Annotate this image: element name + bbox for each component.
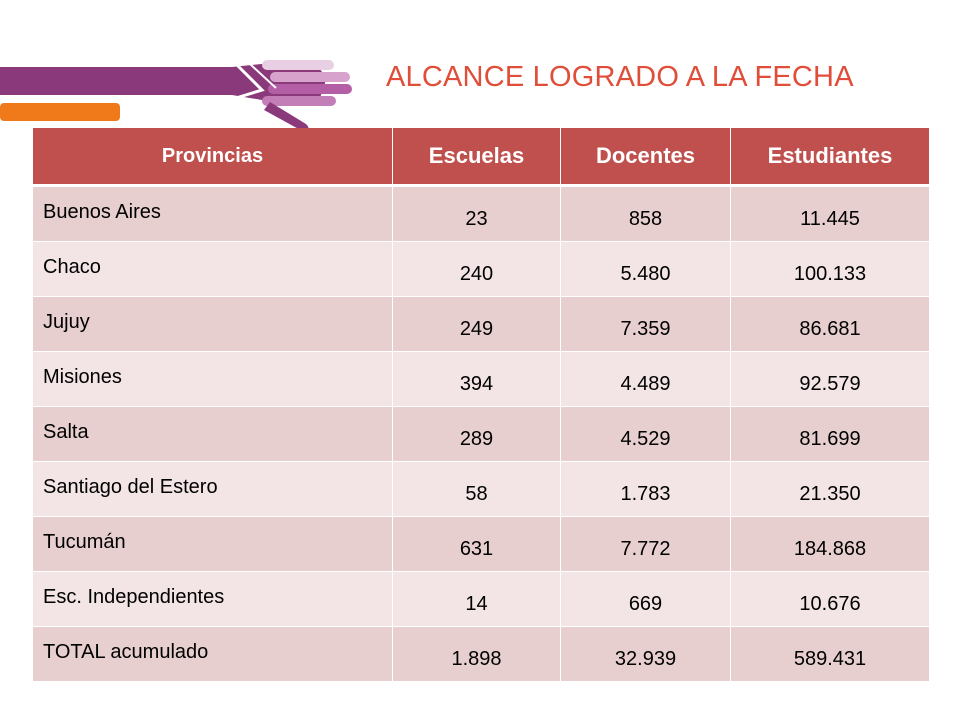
header-docentes: Docentes	[561, 128, 731, 187]
cell-docentes: 4.529	[561, 407, 731, 462]
cell-estudiantes: 589.431	[731, 627, 929, 682]
cell-docentes: 5.480	[561, 242, 731, 297]
cell-docentes: 32.939	[561, 627, 731, 682]
cell-provincia: Santiago del Estero	[33, 462, 393, 517]
cell-estudiantes: 86.681	[731, 297, 929, 352]
table-row	[33, 407, 929, 462]
table-row	[33, 517, 929, 572]
cell-escuelas: 14	[393, 572, 561, 627]
cell-provincia: Chaco	[33, 242, 393, 297]
cell-estudiantes: 81.699	[731, 407, 929, 462]
table-row	[33, 462, 929, 517]
cell-provincia: TOTAL acumulado	[33, 627, 393, 682]
cell-docentes: 1.783	[561, 462, 731, 517]
cell-estudiantes: 92.579	[731, 352, 929, 407]
cell-docentes: 669	[561, 572, 731, 627]
table-row	[33, 297, 929, 352]
cell-estudiantes: 184.868	[731, 517, 929, 572]
cell-provincia: Tucumán	[33, 517, 393, 572]
header-escuelas: Escuelas	[393, 128, 561, 187]
cell-escuelas: 394	[393, 352, 561, 407]
cell-provincia: Buenos Aires	[33, 187, 393, 242]
cell-escuelas: 58	[393, 462, 561, 517]
cell-escuelas: 631	[393, 517, 561, 572]
hands-logo-icon	[0, 40, 370, 140]
table-row	[33, 352, 929, 407]
cell-provincia: Misiones	[33, 352, 393, 407]
cell-estudiantes: 11.445	[731, 187, 929, 242]
cell-docentes: 7.772	[561, 517, 731, 572]
cell-docentes: 4.489	[561, 352, 731, 407]
table-header-row	[33, 128, 929, 187]
cell-docentes: 7.359	[561, 297, 731, 352]
provinces-table	[33, 128, 929, 682]
cell-escuelas: 249	[393, 297, 561, 352]
cell-escuelas: 23	[393, 187, 561, 242]
header-estudiantes: Estudiantes	[731, 128, 929, 187]
cell-estudiantes: 10.676	[731, 572, 929, 627]
cell-estudiantes: 100.133	[731, 242, 929, 297]
cell-docentes: 858	[561, 187, 731, 242]
cell-provincia: Salta	[33, 407, 393, 462]
cell-provincia: Esc. Independientes	[33, 572, 393, 627]
cell-escuelas: 1.898	[393, 627, 561, 682]
table-row	[33, 242, 929, 297]
cell-provincia: Jujuy	[33, 297, 393, 352]
page-title: ALCANCE LOGRADO A LA FECHA	[386, 61, 854, 93]
cell-escuelas: 289	[393, 407, 561, 462]
header-provincias: Provincias	[33, 128, 393, 187]
table-row-total	[33, 627, 929, 682]
table-row	[33, 572, 929, 627]
table-row	[33, 187, 929, 242]
cell-escuelas: 240	[393, 242, 561, 297]
cell-estudiantes: 21.350	[731, 462, 929, 517]
